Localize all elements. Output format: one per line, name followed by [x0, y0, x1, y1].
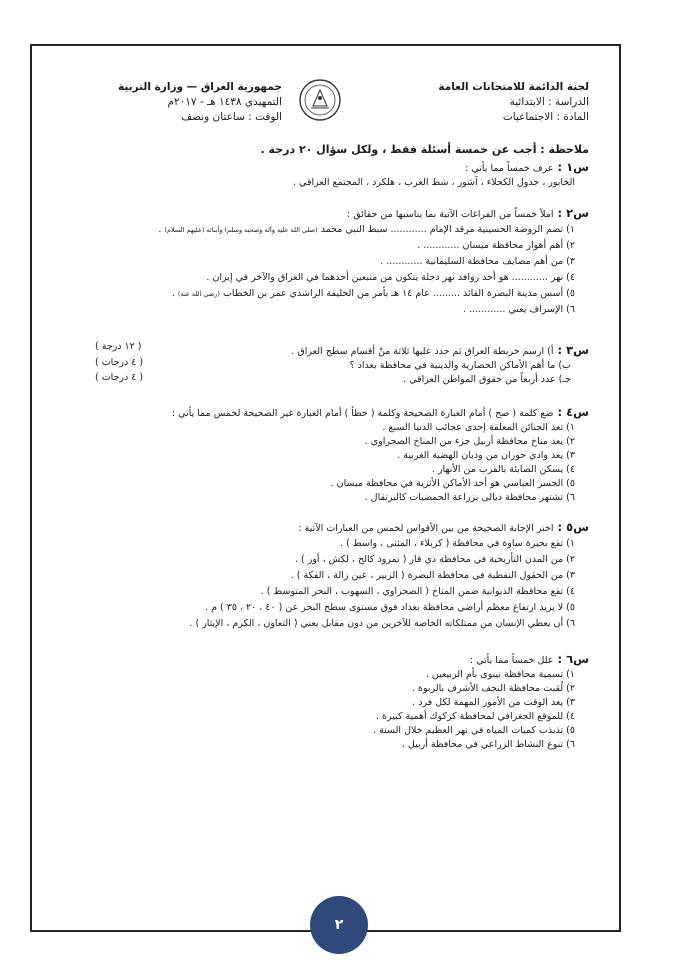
list-item: ٣) يعد وادي حوران من وديان الهضبة الغربية .	[397, 450, 575, 461]
page-number-badge	[310, 896, 368, 954]
list-item: ٤) نهر ............ هو أحد روافد نهر دجلة يتكون من منبعين أحدهما في العراق والآخر في إيران .	[206, 272, 575, 283]
list-item: ٢) يعد مناخ محافظة أربيل جزء من المناخ الصحراوي .	[364, 436, 575, 447]
question-4	[89, 405, 589, 505]
question-number: س٦ :	[557, 652, 589, 666]
study-level: الدراسة : الابتدائية	[509, 96, 589, 108]
question-prompt: ضع كلمة ( صح ) أمام العبارة الصحيحة وكلمة ( خطأ ) أمام العبارة غير الصحيحة لخمس مما يأتي :	[171, 408, 554, 419]
question-3	[89, 343, 589, 387]
ministry-name: جمهورية العراق — وزارة التربية	[118, 81, 282, 93]
question-prompt: اختر الإجابة الصحيحة من بين الأقواس لخمس من العبارات الآتية :	[298, 523, 554, 534]
list-item: ٦) تشتهر محافظة ديالى بزراعة الحمضيات كالبرتقال .	[364, 492, 575, 503]
question-prompt: عرف خمساً مما يأتي :	[465, 163, 554, 174]
list-item: ١) تقع بحيرة ساوة في محافظة ( كربلاء ، المثنى ، واسط ) .	[340, 538, 575, 549]
list-item: ٣) يعد الوقت من الأمور المهمة لكل فرد .	[412, 697, 575, 708]
page-number: ٢	[334, 917, 344, 933]
subject-name: المادة : الاجتماعيات	[502, 111, 589, 123]
list-item: ٥) أسس مدينة البصرة القائد ......... عام ١٤ هـ بأمر من الخليفة الراشدي عمر بن الخطاب (رضي الله عنه) .	[171, 288, 575, 299]
marks-part-c: ( ٤ درجات )	[95, 372, 144, 383]
list-item: ٦) تنوع النشاط الزراعي في محافظة أربيل .	[401, 739, 575, 750]
question-1	[89, 160, 589, 190]
list-item: ٦) أن يعطي الإنسان من ممتلكاته الخاصة للآخرين من دون مقابل يعني ( التعاون ، الكرم ، الإيثار ) .	[189, 618, 575, 629]
header-ministry	[118, 80, 282, 125]
list-item: ٢) أهم أهوار محافظة ميسان ............ .	[417, 240, 575, 251]
question-number: س١ :	[557, 160, 589, 174]
list-item: ٤) للموقع الجغرافي لمحافظة كركوك أهمية كبيرة .	[375, 711, 575, 722]
list-item: ١) تعد الجنائن المعلقة إحدى عجائب الدنيا السبع .	[382, 422, 575, 433]
question-prompt: املأ خمساً من الفراغات الآتية بما يناسبها من حقائق :	[346, 209, 554, 220]
list-item: ٦) الإسراف يعني ............ .	[463, 304, 575, 315]
question-number: س٢ :	[557, 206, 589, 220]
list-item: ٤) تقع محافظة الديوانية ضمن المناخ ( الصحراوي ، السهوب ، البحر المتوسط ) .	[260, 586, 575, 597]
list-item: ١) تسمية محافظة نينوى بأم الربيعين .	[425, 669, 575, 680]
ministry-seal-icon	[298, 78, 342, 122]
marks-part-b: ( ٤ درجات )	[95, 357, 144, 368]
marks-part-a: ( ١٢ درجة )	[95, 341, 142, 352]
list-item: ١) تضم الروضة الحسينية مرقد الإمام ............ سبط النبي محمد (صلى الله عليه وآله وصحبه وسلم) وأبنائه (عليهم السلام) .	[158, 224, 575, 235]
list-item: ٢) من المدن التأريخية في محافظة ذي قار ( نمرود كالخ ، لكش ، أور ) .	[294, 554, 575, 565]
question-part-c: جـ) عدد أربعاً من حقوق المواطن العراقي .	[403, 374, 571, 385]
question-prompt: علل خمساً مما يأتي :	[469, 655, 554, 666]
question-part-b: ب) ما أهم الأماكن الحضارية والدينية في محافظة بغداد ؟	[349, 360, 571, 371]
question-number: س٤ :	[557, 405, 589, 419]
exam-date: التمهيدي ١٤٣٨ هـ - ٢٠١٧م	[167, 96, 282, 108]
list-item: ٥) تذبذب كميات المياه في نهر العظيم خلال السنة .	[373, 725, 575, 736]
exam-note: ملاحظة : أجب عن خمسة أسئلة فقط ، ولكل سؤال ٢٠ درجة .	[260, 143, 589, 156]
committee-name: لجنة الدائمة للامتحانات العامة	[438, 81, 589, 93]
list-item: ٥) لا يزيد ارتفاع معظم أراضي محافظة بغداد فوق مستوى سطح البحر عن ( ٤٠ ، ٢٠ ، ٣٥ ) م .	[205, 602, 575, 613]
list-item: ٣) من أهم مصايف محافظة السليمانية ............ .	[380, 256, 575, 267]
list-item: ٢) لُقبت محافظة النجف الأشرف بالربوة .	[411, 683, 575, 694]
question-items: الخابور ، جدول الكحلاء ، آشور ، شط العرب ، هلكرد ، المجتمع العراقي .	[292, 177, 575, 188]
question-part-a: أ) ارسم خريطة العراق ثم حدد عليها ثلاثة منْ أقسام سطح العراق .	[291, 346, 554, 357]
list-item: ٣) من الحقول النفطية في محافظة البصرة ( الزبير ، عين زالة ، الفكة ) .	[290, 570, 575, 581]
list-item: ٥) الجسر العباسي هو أحد الأماكن الأثرية في محافظة ميسان .	[330, 478, 575, 489]
question-number: س٥ :	[557, 520, 589, 534]
question-number: س٣ :	[557, 343, 589, 357]
question-6	[89, 652, 589, 752]
header-committee	[438, 80, 589, 125]
question-2	[89, 206, 589, 318]
list-item: ٤) يسكن الصابئة بالقرب من الأنهار .	[431, 464, 575, 475]
exam-time: الوقت : ساعتان ونصف	[181, 111, 282, 123]
question-5	[89, 520, 589, 632]
